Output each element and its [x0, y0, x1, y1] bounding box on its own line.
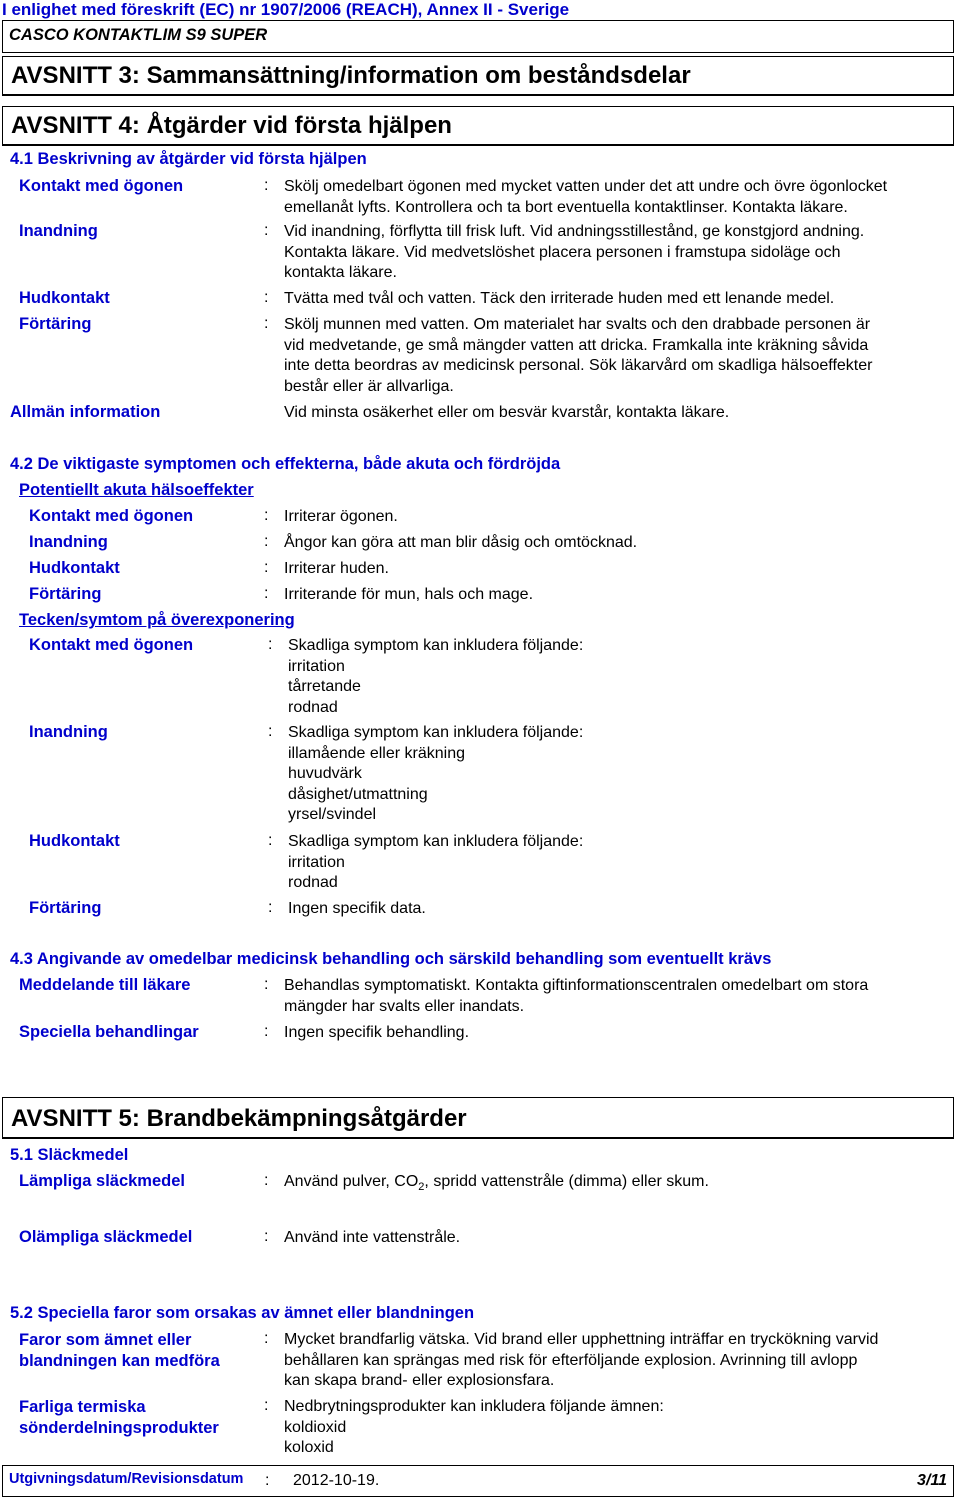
- over-inhalation-line: huvudvärk: [288, 765, 362, 782]
- page-number: 3/11: [917, 1472, 947, 1489]
- suitable-media-text: [284, 1172, 709, 1198]
- colon: :: [264, 1397, 269, 1414]
- footer-date: 2012-10-19.: [293, 1472, 380, 1489]
- over-skin-line: rodnad: [288, 874, 338, 891]
- thermal-line: Nedbrytningsprodukter kan inkludera följande ämnen:: [284, 1398, 664, 1415]
- eye-line: Skölj omedelbart ögonen med mycket vatten under det att undre och övre ögonlocket: [284, 178, 888, 195]
- over-skin-label: Hudkontakt: [29, 832, 120, 850]
- unsuitable-media-label: Olämpliga släckmedel: [19, 1228, 193, 1246]
- over-inhalation-line: Skadliga symptom kan inkludera följande:: [288, 724, 584, 741]
- regulation-title: I enlighet med föreskrift (EC) nr 1907/2006 (REACH), Annex II - Sverige: [2, 0, 570, 19]
- inhalation-line: Vid inandning, förflytta till frisk luft. Vid andningsstillestånd, ge konstgjord andning.: [284, 223, 865, 240]
- over-eye-line: Skadliga symptom kan inkludera följande:: [288, 637, 584, 654]
- acute-inhalation-label: Inandning: [29, 533, 108, 551]
- footer-label: Utgivningsdatum/Revisionsdatum: [9, 1471, 244, 1487]
- thermal-line: koloxid: [284, 1439, 334, 1456]
- doctor-note-text: [284, 976, 868, 1017]
- acute-eye-text: Irriterar ögonen.: [284, 508, 398, 525]
- product-box: [2, 20, 954, 53]
- ingestion-line: Skölj munnen med vatten. Om materialet har svalts och den drabbade personen är: [284, 316, 871, 333]
- section4-title: AVSNITT 4: Åtgärder vid första hjälpen: [11, 112, 452, 139]
- s51-heading: 5.1 Släckmedel: [10, 1146, 129, 1164]
- thermal-text: [284, 1397, 664, 1459]
- section5-header: [2, 1097, 954, 1139]
- over-ingestion-label: Förtäring: [29, 899, 102, 917]
- over-skin-line: Skadliga symptom kan inkludera följande:: [288, 833, 584, 850]
- unsuitable-media-text: Använd inte vattenstråle.: [284, 1229, 461, 1246]
- suitable-media-part: Använd pulver, CO: [284, 1173, 419, 1190]
- over-ingestion-text: Ingen specifik data.: [288, 900, 426, 917]
- colon: :: [264, 1228, 269, 1245]
- over-inhalation-line: illamående eller kräkning: [288, 744, 465, 762]
- s52-heading: 5.2 Speciella faror som orsakas av ämnet eller blandningen: [10, 1304, 475, 1322]
- ingestion-label: Förtäring: [19, 315, 92, 333]
- thermal-label-line: Farliga termiska: [19, 1398, 146, 1416]
- over-inhalation-text: [288, 723, 583, 826]
- inhalation-line: Kontakta läkare. Vid medvetslöshet placera personen i framstupa sidoläge och: [284, 243, 841, 261]
- thermal-line: koldioxid: [284, 1418, 347, 1436]
- over-inhalation-line: yrsel/svindel: [288, 806, 377, 823]
- colon: :: [264, 533, 269, 550]
- acute-inhalation-text: Ångor kan göra att man blir dåsig och omtöcknad.: [284, 534, 638, 551]
- thermal-label-line: sönderdelningsprodukter: [19, 1418, 219, 1437]
- over-eye-line: tårretande: [288, 678, 361, 695]
- s42-heading: 4.2 De viktigaste symptomen och effekterna, både akuta och fördröjda: [10, 455, 561, 473]
- inhalation-line: kontakta läkare.: [284, 264, 397, 281]
- colon: :: [264, 1172, 269, 1189]
- section5-title: AVSNITT 5: Brandbekämpningsåtgärder: [11, 1105, 467, 1132]
- colon: :: [264, 222, 269, 239]
- colon: :: [268, 723, 273, 740]
- doctor-note-label: Meddelande till läkare: [19, 976, 191, 994]
- eye-text: [284, 177, 887, 218]
- colon: :: [264, 585, 269, 602]
- over-eye-line: irritation: [288, 657, 345, 675]
- acute-eye-label: Kontakt med ögonen: [29, 507, 194, 525]
- ingestion-text: [284, 315, 872, 397]
- special-treatment-label: Speciella behandlingar: [19, 1023, 199, 1041]
- hazards-line: behållaren kan sprängas med risk för efterföljande explosion. Avrinning till avlopp: [284, 1351, 858, 1369]
- footer-colon: :: [265, 1472, 270, 1489]
- colon: :: [264, 177, 269, 194]
- footer-box: [2, 1465, 954, 1497]
- section3-header: [2, 56, 954, 96]
- skin-label: Hudkontakt: [19, 289, 110, 307]
- acute-heading: Potentiellt akuta hälsoeffekter: [19, 481, 254, 499]
- ingestion-line: inte detta beordras av medicinsk personal. Sök läkarvård om skadliga hälsoeffekter: [284, 357, 873, 374]
- product-name: CASCO KONTAKTLIM S9 SUPER: [9, 26, 268, 44]
- general-text: Vid minsta osäkerhet eller om besvär kvarstår, kontakta läkare.: [284, 404, 730, 421]
- special-treatment-text: Ingen specifik behandling.: [284, 1024, 470, 1041]
- acute-ingestion-label: Förtäring: [29, 585, 102, 603]
- colon: :: [264, 976, 269, 993]
- inhalation-label: Inandning: [19, 222, 98, 240]
- doctor-note-line: Behandlas symptomatiskt. Kontakta giftinformationscentralen omedelbart om stora: [284, 977, 869, 994]
- over-inhalation-line: dåsighet/utmattning: [288, 785, 428, 803]
- hazards-line: Mycket brandfarlig vätska. Vid brand eller upphettning inträffar en tryckökning varvid: [284, 1331, 879, 1348]
- colon: :: [264, 289, 269, 306]
- colon: :: [264, 1023, 269, 1040]
- hazards-line: kan skapa brand- eller explosionsfara.: [284, 1372, 555, 1389]
- hazards-label-line: blandningen kan medföra: [19, 1351, 220, 1370]
- s41-heading: 4.1 Beskrivning av åtgärder vid första hjälpen: [10, 150, 367, 168]
- inhalation-text: [284, 222, 864, 284]
- co2-subscript: 2: [418, 1181, 425, 1194]
- over-eye-text: [288, 636, 583, 718]
- colon: :: [268, 899, 273, 916]
- colon: :: [264, 559, 269, 576]
- acute-skin-text: Irriterar huden.: [284, 560, 389, 577]
- colon: :: [268, 832, 273, 849]
- acute-skin-label: Hudkontakt: [29, 559, 120, 577]
- general-label: Allmän information: [10, 403, 161, 421]
- doctor-note-line: mängder har svalts eller inandats.: [284, 997, 525, 1015]
- thermal-label: [19, 1397, 219, 1438]
- eye-label: Kontakt med ögonen: [19, 177, 184, 195]
- hazards-label: [19, 1330, 220, 1371]
- eye-line: emellanåt lyfts. Kontrollera och ta bort eventuella kontaktlinser. Kontakta läkare.: [284, 198, 848, 216]
- hazards-label-line: Faror som ämnet eller: [19, 1331, 192, 1349]
- over-inhalation-label: Inandning: [29, 723, 108, 741]
- section3-title: AVSNITT 3: Sammansättning/information om beståndsdelar: [11, 62, 691, 89]
- colon: :: [264, 507, 269, 524]
- colon: :: [268, 636, 273, 653]
- over-eye-label: Kontakt med ögonen: [29, 636, 194, 654]
- ingestion-line: vid medvetande, ge små mängder vatten att dricka. Framkalla inte kräkning såvida: [284, 336, 869, 354]
- hazards-text: [284, 1330, 878, 1392]
- over-skin-text: [288, 832, 583, 894]
- skin-text: Tvätta med tvål och vatten. Täck den irriterade huden med ett lenande medel.: [284, 290, 835, 307]
- ingestion-line: består eller är allvarliga.: [284, 377, 454, 395]
- over-skin-line: irritation: [288, 853, 345, 871]
- colon: :: [264, 315, 269, 332]
- overexposure-heading: Tecken/symtom på överexponering: [19, 611, 295, 629]
- s43-heading: 4.3 Angivande av omedelbar medicinsk behandling och särskild behandling som eventuellt krävs: [10, 950, 772, 968]
- colon: :: [264, 1330, 269, 1347]
- suitable-media-part: , spridd vattenstråle (dimma) eller skum.: [424, 1173, 709, 1190]
- over-eye-line: rodnad: [288, 698, 338, 716]
- suitable-media-label: Lämpliga släckmedel: [19, 1172, 185, 1190]
- acute-ingestion-text: Irriterande för mun, hals och mage.: [284, 586, 534, 603]
- section4-header: [2, 106, 954, 146]
